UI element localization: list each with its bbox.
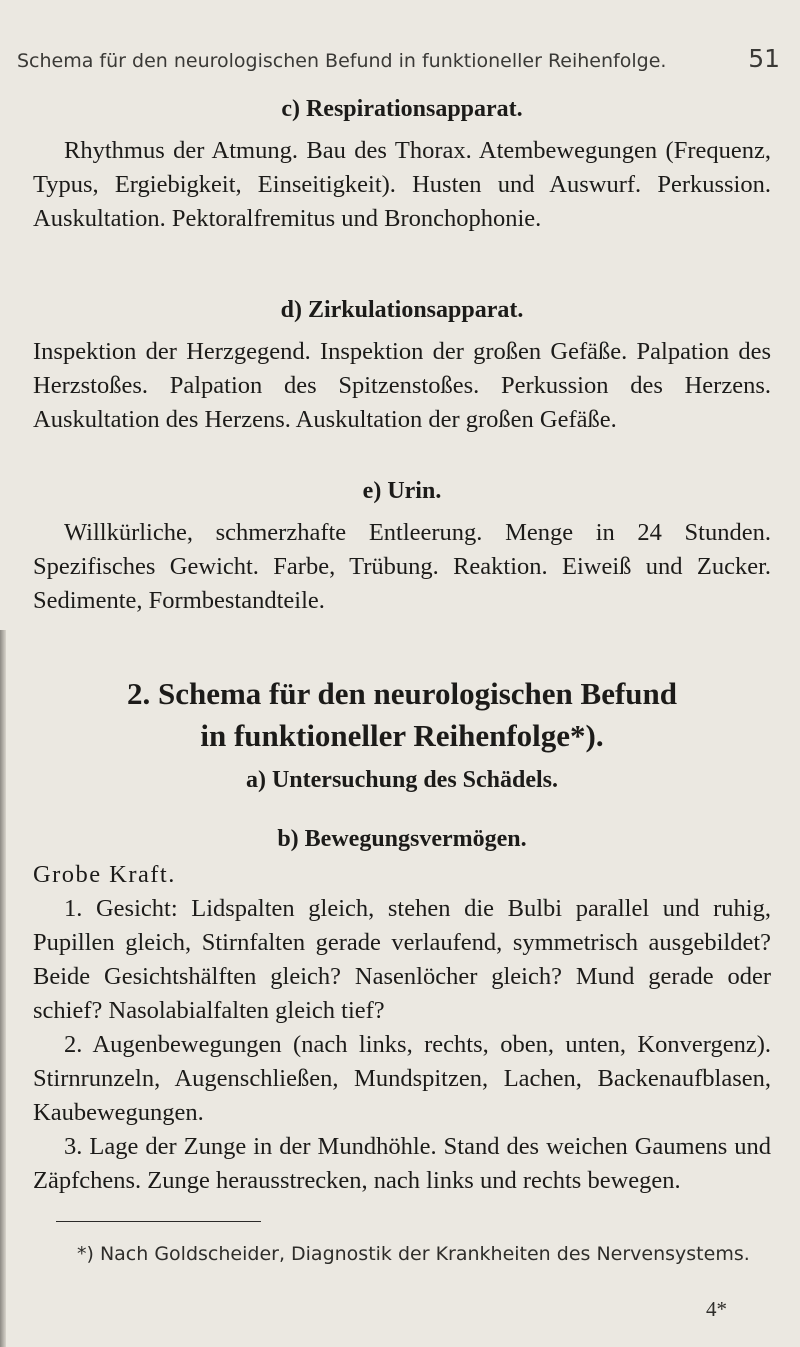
section-e-text: Willkürliche, schmerzhafte Entleerung. Menge in 24 Stunden. Spezifisches Gewicht. Farbe, Trübung. Reaktion. Eiweiß und Zucker. Sedimente, Formbestandteile. <box>33 519 771 614</box>
section-d-text: Inspektion der Herzgegend. Inspektion der großen Gefäße. Palpation des Herzstoßes. Palpation des Spitzenstoßes. Perkussion des Herzens. Auskultation des Herzens. Auskultation der großen Gefäße. <box>33 338 771 433</box>
section-d <box>33 297 771 437</box>
section-d-heading: d) Zirkulationsapparat. <box>280 297 524 323</box>
page-edge-shadow <box>0 630 6 1347</box>
chapter-heading-line1: 2. Schema für den neurologischen Befund <box>126 676 678 711</box>
footnote-rule <box>56 1221 261 1222</box>
section-e <box>33 478 771 618</box>
item-3: 3. Lage der Zunge in der Mundhöhle. Stand des weichen Gaumens und Zäpfchens. Zunge herausstrecken, nach links und rechts bewegen. <box>33 1133 771 1194</box>
lead-text: Grobe Kraft. <box>33 861 176 888</box>
section-c-text: Rhythmus der Atmung. Bau des Thorax. Atembewegungen (Frequenz, Typus, Ergiebigkeit, Einseitigkeit). Husten und Auswurf. Perkussion. Auskultation. Pektoralfremitus und Bronchophonie. <box>33 137 771 232</box>
section-c <box>33 96 771 236</box>
chapter-2 <box>33 673 771 1198</box>
footnote: *) Nach Goldscheider, Diagnostik der Krankheiten des Nervensystems. <box>77 1243 750 1265</box>
subsection-b-heading: b) Bewegungsvermögen. <box>277 826 527 852</box>
subsection-a-heading: a) Untersuchung des Schädels. <box>245 767 559 793</box>
section-c-heading: c) Respirationsapparat. <box>281 96 523 122</box>
running-head-title: Schema für den neurologischen Befund in funktioneller Reihenfolge. <box>17 50 667 72</box>
running-head <box>17 44 780 73</box>
section-e-heading: e) Urin. <box>362 478 442 504</box>
chapter-heading-line2: in funktioneller Reihenfolge*). <box>200 718 604 753</box>
item-2: 2. Augenbewegungen (nach links, rechts, oben, unten, Konvergenz). Stirnrunzeln, Augenschließen, Mundspitzen, Lachen, Backenaufblasen, Kaubewegungen. <box>33 1031 771 1126</box>
item-1: 1. Gesicht: Lidspalten gleich, stehen die Bulbi parallel und ruhig, Pupillen gleich, Stirnfalten gerade verlaufend, symmetrisch ausgebildet? Beide Gesichtshälften gleich? Nasenlöcher gleich? Mund gerade oder schief? Nasolabialfalten gleich tief? <box>33 895 771 1024</box>
lead-line <box>33 858 771 892</box>
page-number: 51 <box>748 44 780 73</box>
signature-mark: 4* <box>706 1297 727 1321</box>
